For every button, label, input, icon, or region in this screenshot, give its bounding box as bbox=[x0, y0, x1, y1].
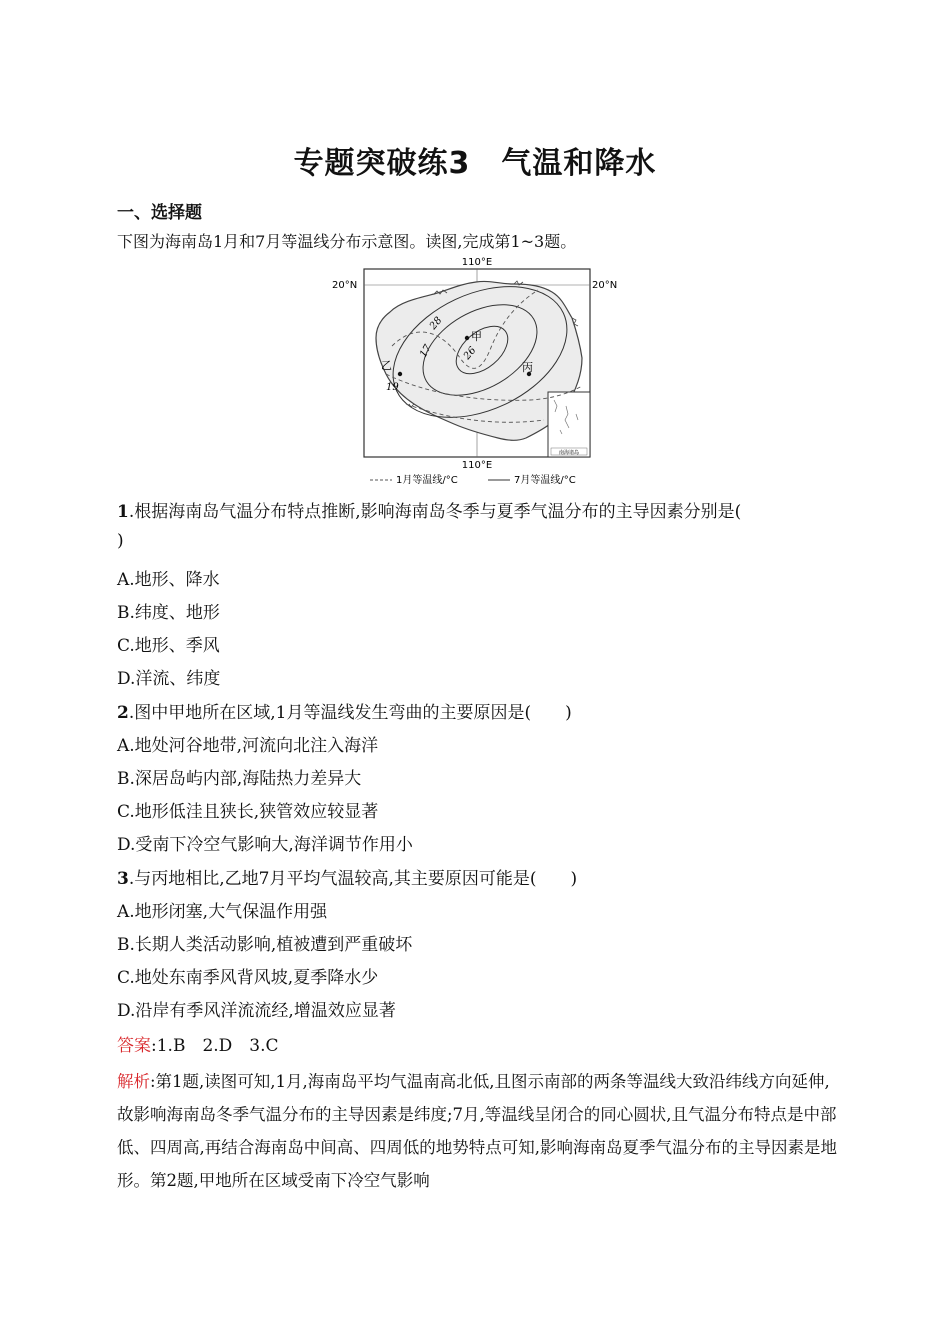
analysis-text: :第1题,读图可知,1月,海南岛平均气温南高北低,且图示南部的两条等温线大致沿纬线方向延伸,故影响海南岛冬季气温分布的主导因素是纬度;7月,等温线呈闭合的同心圆状,且气温分布特点是中部低、四周高,再结合海南岛中间高、四周低的地势特点可知,影响海南岛夏季气温分布的主导因素是地形。第2题,甲地所在区域受南下冷空气影响 bbox=[117, 1072, 837, 1190]
answer-line bbox=[117, 1031, 279, 1056]
lon-label-bottom: 110°E bbox=[461, 460, 493, 471]
option-1d: D.洋流、纬度 bbox=[117, 669, 221, 689]
option-2d: D.受南下冷空气影响大,海洋调节作用小 bbox=[117, 835, 413, 855]
label-jia: 甲 bbox=[471, 330, 482, 343]
question-3-stem: 3.与丙地相比,乙地7月平均气温较高,其主要原因可能是( ) bbox=[117, 869, 578, 889]
option-1a: A.地形、降水 bbox=[117, 570, 220, 590]
inset-box bbox=[548, 392, 590, 457]
intro-text: 下图为海南岛1月和7月等温线分布示意图。读图,完成第1~3题。 bbox=[117, 232, 577, 251]
analysis-paragraph bbox=[117, 1065, 837, 1197]
inset-label: 南海诸岛 bbox=[558, 450, 580, 456]
section-heading: 一、选择题 bbox=[117, 203, 202, 223]
lat-label-left: 20°N bbox=[332, 280, 358, 291]
lat-label-right: 20°N bbox=[592, 280, 618, 291]
option-3d: D.沿岸有季风洋流流经,增温效应显著 bbox=[117, 1001, 396, 1021]
question-number: 3 bbox=[117, 869, 129, 889]
option-1c: C.地形、季风 bbox=[117, 636, 220, 656]
analysis-label: 解析 bbox=[117, 1072, 150, 1091]
hainan-isotherm-map bbox=[330, 254, 630, 486]
option-2a: A.地处河谷地带,河流向北注入海洋 bbox=[117, 736, 379, 756]
question-number: 2 bbox=[117, 703, 129, 723]
isotherm-label-28: 28 bbox=[427, 315, 445, 332]
isotherm-label-19: 19 bbox=[386, 382, 399, 393]
label-bing: 丙 bbox=[522, 361, 533, 374]
option-2c: C.地形低洼且狭长,狭管效应较显著 bbox=[117, 802, 379, 822]
option-3a: A.地形闭塞,大气保温作用强 bbox=[117, 902, 328, 922]
answer-text: :1.B 2.D 3.C bbox=[151, 1036, 279, 1056]
isotherm-label-26: 26 bbox=[461, 345, 479, 362]
point-jia bbox=[465, 336, 469, 340]
legend-jul-label: 7月等温线/°C bbox=[514, 475, 576, 486]
question-1-stem: 1.根据海南岛气温分布特点推断,影响海南岛冬季与夏季气温分布的主导因素分别是( bbox=[117, 502, 742, 522]
question-number: 1 bbox=[117, 502, 129, 522]
page-title: 专题突破练3 气温和降水 bbox=[293, 146, 657, 181]
question-1-stem-cont: ) bbox=[117, 531, 124, 551]
option-2b: B.深居岛屿内部,海陆热力差异大 bbox=[117, 769, 362, 789]
label-yi: 乙 bbox=[381, 359, 392, 372]
legend-jan-label: 1月等温线/°C bbox=[396, 475, 458, 486]
lon-label-top: 110°E bbox=[461, 257, 493, 268]
option-1b: B.纬度、地形 bbox=[117, 603, 220, 623]
isotherm-label-17: 17 bbox=[418, 342, 434, 360]
answer-label: 答案 bbox=[117, 1036, 151, 1056]
option-3b: B.长期人类活动影响,植被遭到严重破坏 bbox=[117, 935, 413, 955]
option-3c: C.地处东南季风背风坡,夏季降水少 bbox=[117, 968, 379, 988]
question-2-stem: 2.图中甲地所在区域,1月等温线发生弯曲的主要原因是( ) bbox=[117, 703, 572, 723]
point-yi bbox=[398, 372, 402, 376]
